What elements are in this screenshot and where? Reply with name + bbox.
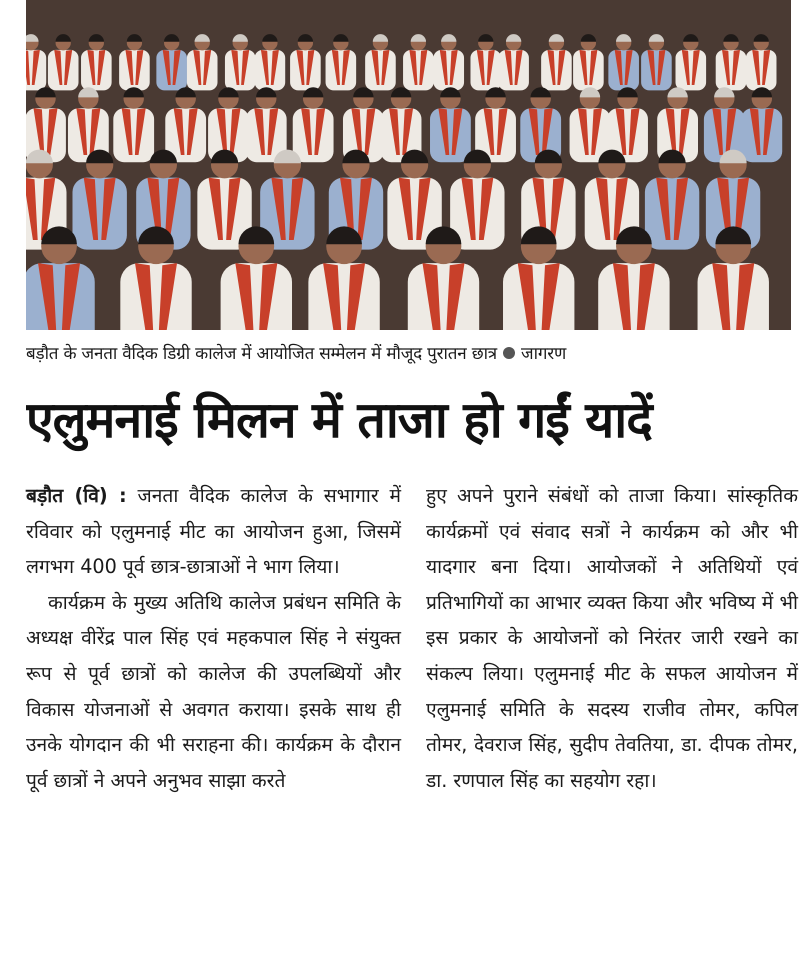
article-column-left bbox=[26, 478, 401, 798]
paragraph-1-text: जनता वैदिक कालेज के सभागार में रविवार को एलुमनाई मीट का आयोजन हुआ, जिसमें लगभग 400 पूर्व छात्र-छात्राओं ने भाग लिया। bbox=[26, 484, 402, 579]
crowd-photo-image bbox=[26, 0, 791, 330]
photo-caption bbox=[26, 337, 796, 371]
article-paragraph-3: हुए अपने पुराने संबंधों को ताजा किया। सांस्कृतिक कार्यक्रमों एवं संवाद सत्रों ने कार्यक्रम को और भी यादगार बना दिया। आयोजकों ने अतिथियों एवं प्रतिभागियों का आभार व्यक्त किया और भविष्य में भी इस प्रकार के आयोजनों को निरंतर जारी रखने का संकल्प लिया। एलुमनाई मीट के सफल आयोजन में एलुमनाई समिति के सदस्य राजीव तोमर, कपिल तोमर, देवराज सिंह, सुदीप तेवतिया, डा. दीपक तोमर, डा. रणपाल सिंह का सहयोग रहा। bbox=[426, 484, 798, 792]
dateline: बड़ौत (वि) : bbox=[26, 484, 127, 507]
caption-source: जागरण bbox=[521, 344, 567, 364]
article-paragraph-2: कार्यक्रम के मुख्य अतिथि कालेज प्रबंधन समिति के अध्यक्ष वीरेंद्र पाल सिंह एवं महकपाल सिंह ने संयुक्त रूप से पूर्व छात्रों को कालेज की उपलब्धियों और विकास योजनाओं से अवगत कराया। इसके साथ ही उनके योगदान की भी सराहना की। कार्यक्रम के दौरान पूर्व छात्रों ने अपने अनुभव साझा करते bbox=[26, 590, 401, 792]
caption-text: बड़ौत के जनता वैदिक डिग्री कालेज में आयोजित सम्मेलन में मौजूद पुरातन छात्र bbox=[26, 344, 497, 364]
article-column-right bbox=[426, 478, 798, 798]
headline: एलुमनाई मिलन में ताजा हो गईं यादें bbox=[26, 391, 652, 449]
article-paragraph-1 bbox=[26, 478, 401, 585]
bullet-icon bbox=[503, 347, 515, 359]
event-photo bbox=[26, 0, 791, 330]
